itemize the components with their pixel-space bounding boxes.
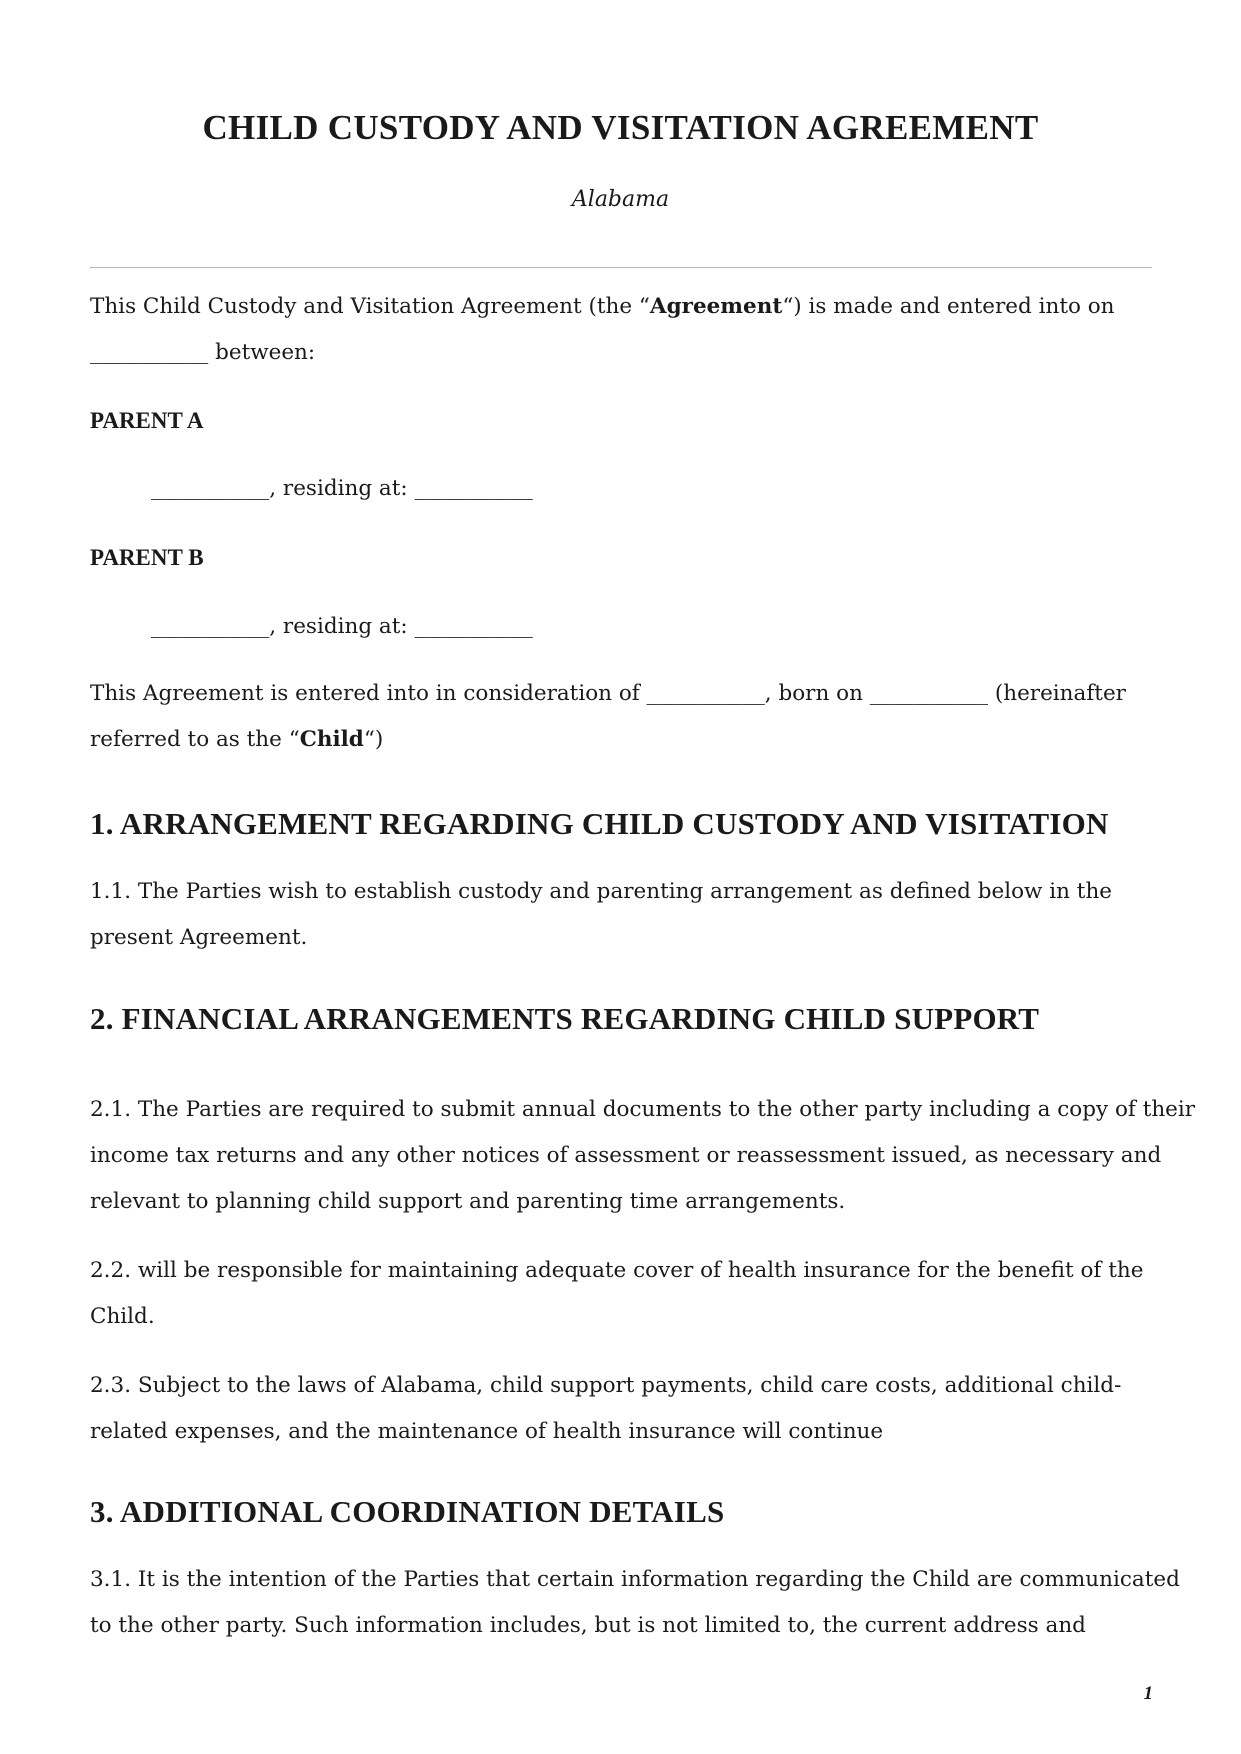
consideration-line-1: This Agreement is entered into in consideration of ___________, born on ___________ (hereinafter <box>90 681 1126 706</box>
page-number: 1 <box>1143 1683 1153 1704</box>
parent-a-details: ___________, residing at: ___________ <box>151 476 533 501</box>
section-1-1-line-1: 1.1. The Parties wish to establish custody and parenting arrangement as defined below in the <box>90 879 1113 904</box>
title-divider <box>90 267 1152 268</box>
child-term: Child <box>299 727 364 752</box>
parent-a-label: PARENT A <box>90 408 204 433</box>
section-2-2-line-1: 2.2. will be responsible for maintaining adequate cover of health insurance for the benefit of the <box>90 1258 1144 1283</box>
parent-b-label: PARENT B <box>90 545 204 570</box>
section-2-1-line-3: relevant to planning child support and parenting time arrangements. <box>90 1189 846 1214</box>
document-subtitle: Alabama <box>571 187 670 212</box>
section-2-3-line-2: related expenses, and the maintenance of health insurance will continue <box>90 1419 884 1444</box>
consideration-line-2: referred to as the “Child“) <box>90 727 384 752</box>
section-2-1-line-1: 2.1. The Parties are required to submit annual documents to the other party including a copy of their <box>90 1097 1196 1122</box>
section-1-1-line-2: present Agreement. <box>90 925 308 950</box>
document-title: CHILD CUSTODY AND VISITATION AGREEMENT <box>202 108 1039 147</box>
section-2-heading: 2. FINANCIAL ARRANGEMENTS REGARDING CHILD SUPPORT <box>90 1001 1040 1036</box>
agreement-term: Agreement <box>649 294 783 319</box>
section-2-1-line-2: income tax returns and any other notices of assessment or reassessment issued, as necessary and <box>90 1143 1162 1168</box>
section-2-2-line-2: Child. <box>90 1304 155 1329</box>
section-3-1-line-1: 3.1. It is the intention of the Parties that certain information regarding the Child are communicated <box>90 1567 1180 1592</box>
section-2-3-line-1: 2.3. Subject to the laws of Alabama, child support payments, child care costs, additional child- <box>90 1373 1122 1398</box>
parent-b-details: ___________, residing at: ___________ <box>151 614 533 639</box>
intro-line-2: ___________ between: <box>90 340 316 365</box>
section-3-1-line-2: to the other party. Such information includes, but is not limited to, the current address and <box>90 1613 1086 1638</box>
section-3-heading: 3. ADDITIONAL COORDINATION DETAILS <box>90 1494 725 1529</box>
intro-line-1: This Child Custody and Visitation Agreement (the “Agreement“) is made and entered into on <box>90 294 1115 319</box>
section-1-heading: 1. ARRANGEMENT REGARDING CHILD CUSTODY AND VISITATION <box>90 806 1109 841</box>
